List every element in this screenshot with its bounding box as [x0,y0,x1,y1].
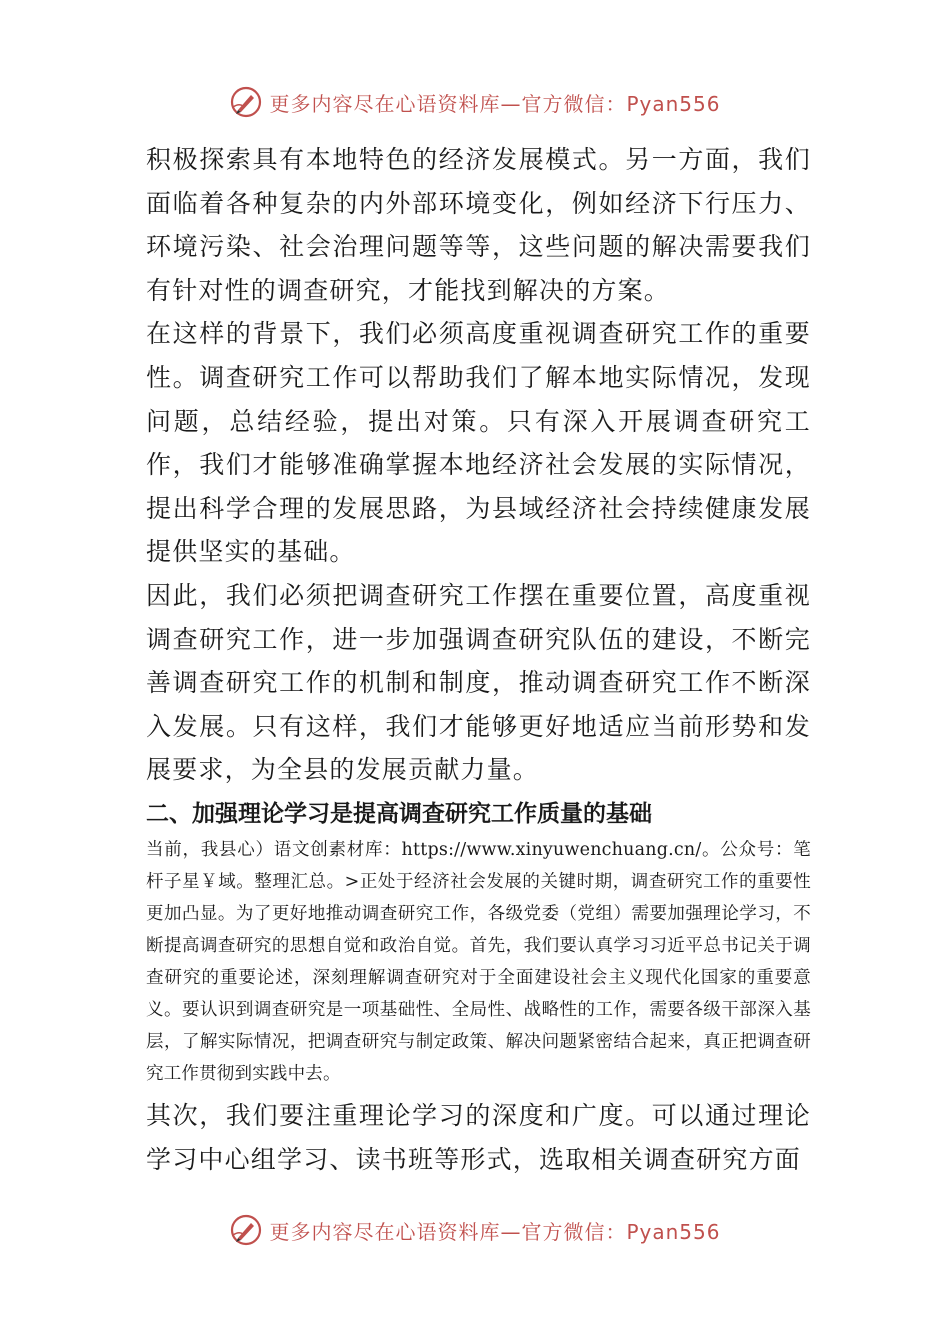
pen-logo-icon [229,1213,263,1247]
small-paragraph: 当前，我县心）语文创素材库：https://www.xinyuwenchuang.cn/。公众号：笔杆子星￥域。整理汇总。>正处于经济社会发展的关键时期，调查研究工作的重要性更加凸显。为了更好地推动调查研究工作，各级党委（党组）需要加强理论学习，不断提高调查研究的思想自觉和政治自觉。首先，我们要认真学习习近平总书记关于调查研究的重要论述，深刻理解调查研究对于全面建设社会主义现代化国家的重要意义。要认识到调查研究是一项基础性、全局性、战略性的工作，需要各级干部深入基层，了解实际情况，把调查研究与制定政策、解决问题紧密结合起来，真正把调查研究工作贯彻到实践中去。 [146,839,811,1084]
footer-banner [0,1210,950,1250]
section-heading: 二、加强理论学习是提高调查研究工作质量的基础 [146,800,652,827]
paragraph-2: 在这样的背景下，我们必须高度重视调查研究工作的重要性。调查研究工作可以帮助我们了解本地实际情况，发现问题，总结经验，提出对策。只有深入开展调查研究工作，我们才能够准确掌握本地经济社会发展的实际情况，提出科学合理的发展思路，为县域经济社会持续健康发展提供坚实的基础。 [146,319,811,567]
header-banner [0,82,950,122]
document-body [146,138,811,1181]
header-banner-text: 更多内容尽在心语资料库—官方微信：Pyan556 [269,91,721,116]
paragraph-4: 其次，我们要注重理论学习的深度和广度。可以通过理论学习中心组学习、读书班等形式，选取相关调查研究方面 [146,1100,811,1174]
pen-logo-icon [229,85,263,119]
paragraph-1: 积极探索具有本地特色的经济发展模式。另一方面，我们面临着各种复杂的内外部环境变化，例如经济下行压力、环境污染、社会治理问题等等，这些问题的解决需要我们有针对性的调查研究，才能找到解决的方案。 [146,145,811,305]
footer-banner-text: 更多内容尽在心语资料库—官方微信：Pyan556 [269,1219,721,1244]
paragraph-3: 因此，我们必须把调查研究工作摆在重要位置，高度重视调查研究工作，进一步加强调查研究队伍的建设，不断完善调查研究工作的机制和制度，推动调查研究工作不断深入发展。只有这样，我们才能够更好地适应当前形势和发展要求，为全县的发展贡献力量。 [146,580,811,785]
